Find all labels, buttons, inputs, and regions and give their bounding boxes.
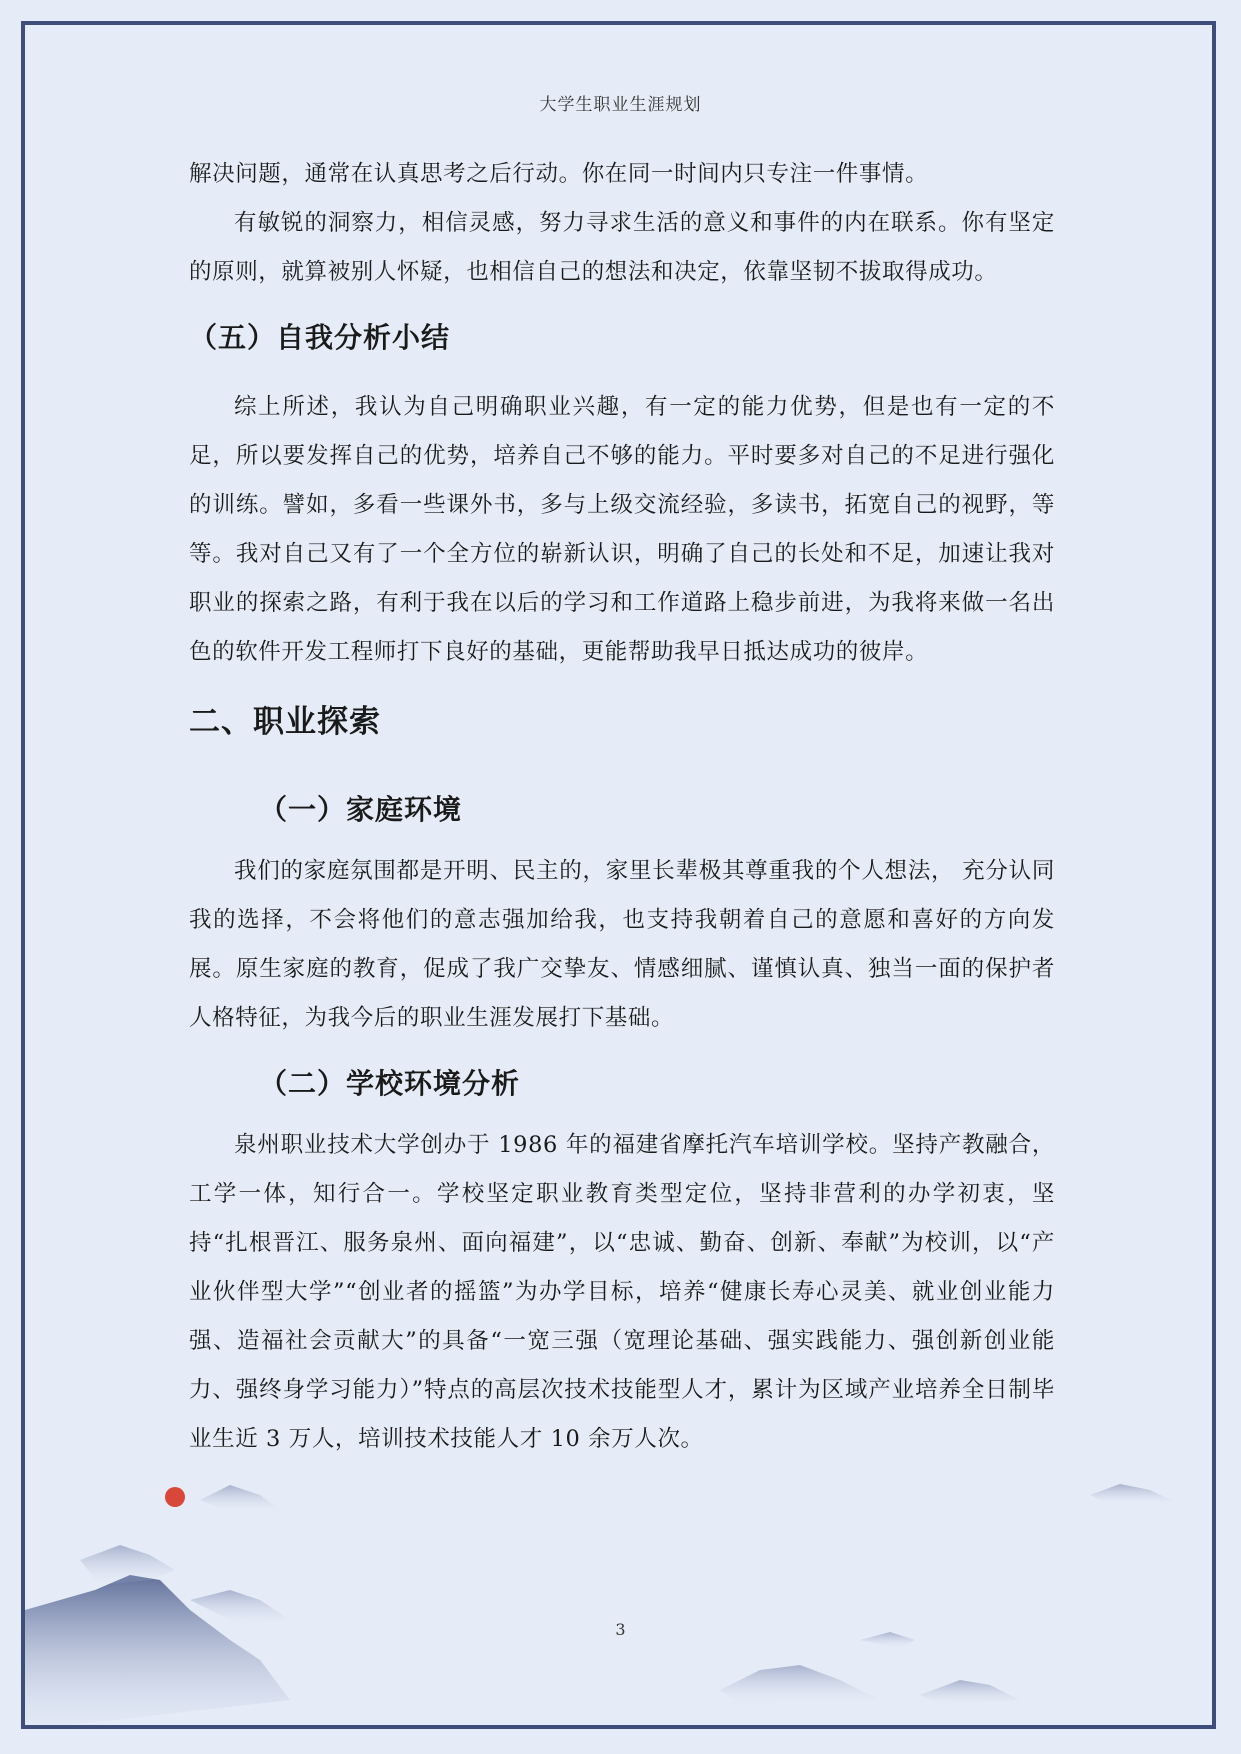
page-number: 3 [615, 1620, 626, 1639]
heading-self-analysis-summary: （五）自我分析小结 [189, 321, 451, 354]
paragraph-personality-end: 解决问题，通常在认真思考之后行动。你在同一时间内只专注一件事情。 [189, 161, 929, 187]
paragraph-intuition: 有敏锐的洞察力，相信灵感，努力寻求生活的意义和事件的内在联系。你有坚定的原则，就算被别人怀疑，也相信自己的想法和决定，依靠坚韧不拔取得成功。 [189, 210, 1055, 285]
paragraph-family: 我们的家庭氛围都是开明、民主的，家里长辈极其尊重我的个人想法， 充分认同我的选择，不会将他们的意志强加给我，也支持我朝着自己的意愿和喜好的方向发展。原生家庭的教育，促成了我广交挚友、情感细腻、谨慎认真、独当一面的保护者人格特征，为我今后的职业生涯发展打下基础。 [189, 858, 1055, 1031]
paragraph-school: 泉州职业技术大学创办于 1986 年的福建省摩托汽车培训学校。坚持产教融合，工学一体，知行合一。学校坚定职业教育类型定位，坚持非营利的办学初衷，坚持“扎根晋江、服务泉州、面向福建”，以“忠诚、勤奋、创新、奉献”为校训，以“产业伙伴型大学”“创业者的摇篮”为办学目标，培养“健康长寿心灵美、就业创业能力强、造福社会贡献大”的具备“一宽三强（宽理论基础、强实践能力、强创新创业能力、强终身学习能力）”特点的高层次技术技能型人才，累计为区域产业培养全日制毕业生近 3 万人，培训技术技能人才 10 余万人次。 [189, 1132, 1055, 1452]
document-body [189, 150, 1055, 1464]
heading-school-environment: （二）学校环境分析 [259, 1067, 521, 1100]
paragraph-summary: 综上所述，我认为自己明确职业兴趣，有一定的能力优势，但是也有一定的不足，所以要发挥自己的优势，培养自己不够的能力。平时要多对自己的不足进行强化的训练。譬如，多看一些课外书，多与上级交流经验，多读书，拓宽自己的视野，等等。我对自己又有了一个全方位的崭新认识，明确了自己的长处和不足，加速让我对职业的探索之路，有利于我在以后的学习和工作道路上稳步前进，为我将来做一名出色的软件开发工程师打下良好的基础，更能帮助我早日抵达成功的彼岸。 [189, 394, 1055, 665]
page-header: 大学生职业生涯规划 [539, 95, 702, 115]
heading-family-environment: （一）家庭环境 [259, 793, 463, 826]
heading-career-exploration: 二、职业探索 [189, 704, 381, 740]
